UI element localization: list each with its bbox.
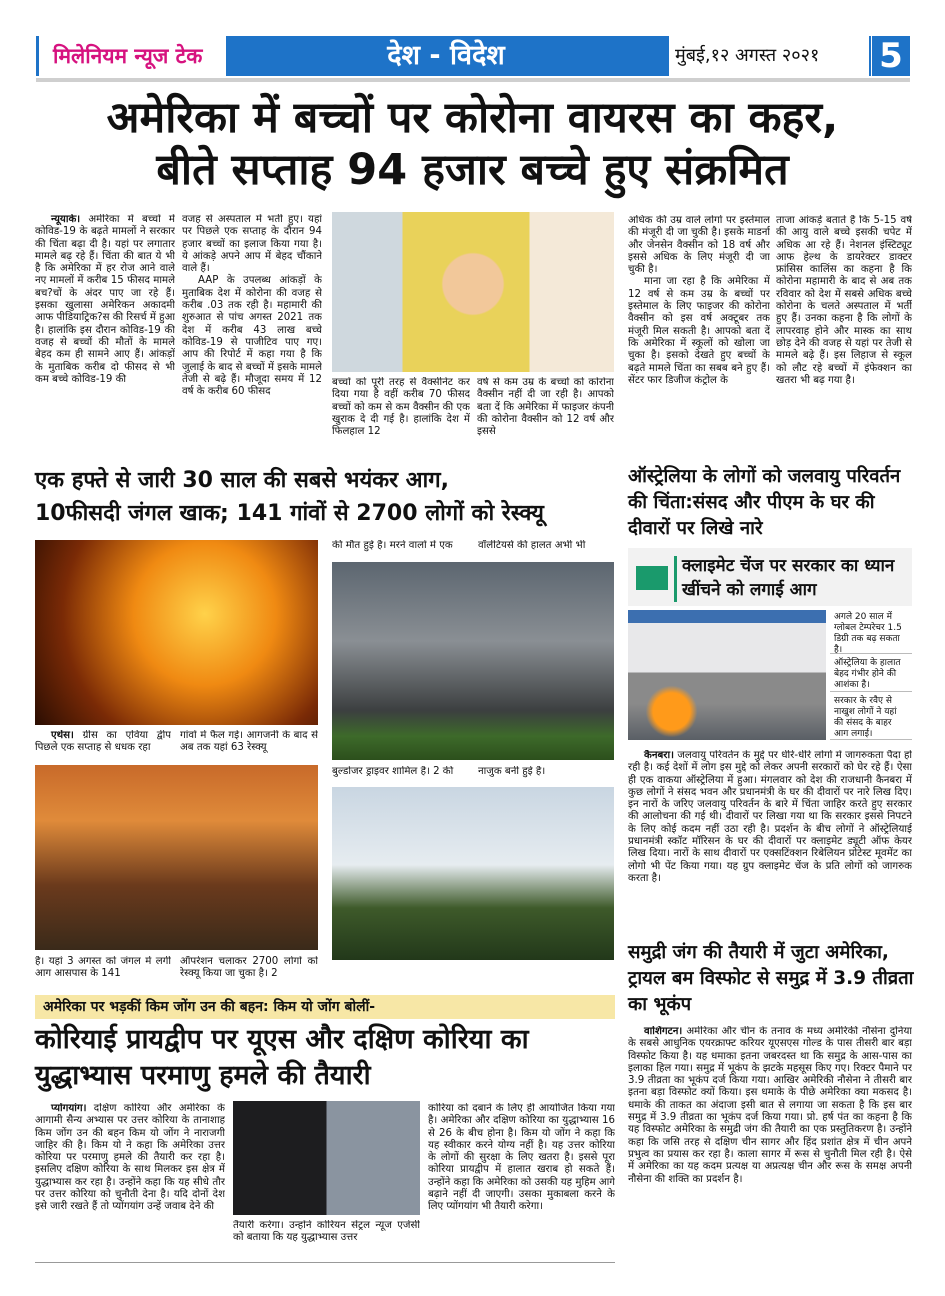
- fire-text-1: [35, 730, 171, 756]
- body-text: AAP के उपलब्ध आंकड़ों के मुताबिक देश में कोरोना की वजह से करीब .03 तक रही है। महामारी की शुरुआत से पांच अगस्त 2021 तक देश में करीब 43 लाख बच्चे कोविड-19 से पाजीटिव पाए गए। आप की रिपोर्ट में कहा गया है कि जुलाई के बाद से बच्चों में इसके मामले तेजी से बढ़े हैं। मौजूदा समय में 12 वर्ष के करीब 60 फीसद: [182, 275, 322, 398]
- body-text: अमेरिका में बच्चों में कोविड-19 के बढ़ते मामलों ने सरकार की चिंता बढ़ा दी है। यहां पर लगातार मामले बढ़ रहे हैं। चिंता की बात ये भी है कि अमेरिका में हर रोज आने वाले नए मामलों में करीब 15 फीसद मामले बच?चों के अंदर पाए जा रहे हैं। इसका खुलासा अमेरिकन अकादमी आफ पीडियाट्रिक?स की रिसर्च में हुआ है। हालांकि इस दौरान कोविड-19 की वजह से बच्चों की मौतों के मामले बेहद कम ही सामने आए हैं। आंकड़ों के मुताबिक करीब दो फीसद से भी कम बच्चे कोविड-19 की: [35, 214, 175, 385]
- body-text: दक्षिण कोरिया और अमेरिका के आगामी सैन्य अभ्यास पर उत्तर कोरिया के तानाशाह किम जोंग उन की बहन किम यो जोंग ने नाराजगी जाहिर की है। किम यो ने कहा कि अमेरिका उत्तर कोरिया पर परमाणु हमले की तैयारी कर रहा है। इसलिए दक्षिण कोरिया के साथ मिलकर इस क्षेत्र में युद्धाभ्यास कर रहा है। उन्होंने कहा कि यह सीधे तौर पर उत्तर कोरिया को चुनौती देना है। यदि दोनों देश इसे जारी रखते हैं तो प्योंगयांग उन्हें जवाब देने की: [35, 1103, 225, 1213]
- fire-text-3: है। यहां 3 अगस्त को जंगल में लगी आग आसपास के 141: [35, 956, 171, 980]
- body-text: वजह से अस्पताल में भर्ती हुए। यहां पर पिछले एक सप्ताह के दौरान 94 हजार बच्चों का इलाज किया गया है। ये आंकड़े अपने आप में बेहद चौंकाने वाले हैं।: [182, 214, 322, 275]
- header-divider: [36, 78, 910, 82]
- fire-text-4: ऑपरेशन चलाकर 2700 लोगों को रेस्क्यू किया जा चुका है। 2: [180, 956, 318, 980]
- story1-col2: [182, 214, 322, 454]
- climate-box-headline: क्लाइमेट चेंज पर सरकार का ध्यान खींचने को लगाई आग: [682, 556, 895, 600]
- fire-headline-line1: एक हफ्ते से जारी 30 साल की सबसे भयंकर आग,: [35, 468, 450, 493]
- accent-bar: [674, 556, 677, 602]
- korea-kicker: अमेरिका पर भड़कीं किम जोंग उन की बहन: किम यो जोंग बोलीं-: [35, 995, 615, 1019]
- fire-text-8: नाजुक बनी हुई है।: [478, 766, 546, 777]
- newspaper-logo: मिलेनियम न्यूज टेक: [36, 36, 226, 76]
- korea-col1: [35, 1103, 225, 1253]
- section-title: देश - विदेश: [226, 36, 666, 76]
- kim-jong-un-sister-photo: [233, 1101, 420, 1215]
- fire-headline: [35, 464, 620, 530]
- australia-headline: ऑस्ट्रेलिया के लोगों को जलवायु परिवर्तन की चिंता:संसद और पीएम के घर की दीवारों पर लिखे नारे: [628, 466, 901, 539]
- photo-caption-2: ऑस्ट्रेलिया के हालात बेहद गंभीर होने की आशंका है।: [830, 656, 912, 692]
- story1-col4: वर्ष से कम उम्र के बच्चों को कोरोना वैक्सीन नहीं दी जा रही है। आपको बता दें कि अमेरिका में फाइजर कंपनी की कोरोना वैक्सीन को 12 वर्ष और इससे: [477, 377, 614, 438]
- story1-col1: [35, 214, 175, 454]
- australia-body: [628, 750, 912, 930]
- story1-col5: [628, 215, 770, 455]
- photo-caption-3: सरकार के रवैए से नाखुश लोगों ने यहां की संसद के बाहर आग लगाई।: [830, 694, 912, 740]
- main-headline-line1: अमेरिका में बच्चों पर कोरोना वायरस का कहर,: [106, 93, 839, 143]
- dateline: वाशिंगटन।: [644, 1026, 683, 1037]
- korea-headline: कोरियाई प्रायद्वीप पर यूएस और दक्षिण कोरिया का युद्धाभ्यास परमाणु हमले की तैयारी: [35, 1024, 529, 1091]
- fire-text-6: वॉलेंटियर्स की हालत अभी भी: [478, 540, 586, 551]
- child-vaccination-photo: [332, 212, 614, 372]
- fire-headline-line2: 10फीसदी जंगल खाक; 141 गांवों से 2700 लोगों को रेस्क्यू: [35, 501, 544, 526]
- dateline: कैनबरा।: [644, 750, 674, 761]
- fire-text-5: की मौत हुई है। मरने वालों में एक: [332, 540, 453, 551]
- main-headline: [30, 92, 915, 196]
- firefighting-aircraft-photo: [332, 787, 614, 960]
- dateline: प्योंगयांग।: [51, 1103, 87, 1114]
- dateline: एथेंस।: [51, 730, 74, 741]
- page-number: 5: [868, 36, 910, 76]
- body-text: अधिक की उम्र वाले लोगों पर इस्तेमाल की मंजूरी दी जा चुकी है। इसके माडर्ना और जेनसेन वैक्सीन को 18 वर्ष और इससे अधिक के लिए मंजूरी दी जा चुकी है।: [628, 215, 770, 276]
- firefighters-photo: [35, 765, 318, 950]
- body-text: माना जा रहा है कि अमेरिका में 12 वर्ष से कम उम्र के बच्चों पर इस्तेमाल के लिए फाइजर की कोरोना वैक्सीन को इस वर्ष अक्टूबर तक मंजूरी मिल सकती है। आपको बता दें कि अमेरिका में स्कूलों को खोला जा चुका है। इसको देखते हुए बच्चों के बढ़ते मामले चिंता का सबब बने हुए हैं। सेंटर फार डिजीज कंट्रोल के: [628, 276, 770, 386]
- photo-caption-1: अगले 20 साल में ग्लोबल टेम्परेचर 1.5 डिग्री तक बढ़ सकता है।: [830, 610, 912, 654]
- fire-text-7: बुल्डोजर ड्राइवर शामिल है। 2 की: [332, 766, 454, 777]
- korea-col2: तैयारी करेगा। उन्होंने कोरियन सेंट्रल न्यूज एजेंसी को बताया कि यह युद्धाभ्यास उत्तर: [233, 1220, 420, 1244]
- green-square-icon: [636, 566, 668, 590]
- story1-col3: बच्चों को पूरी तरह से वैक्सीनेट कर दिया गया है वहीं करीब 70 फीसद बच्चों को कम से कम वैक्सीन की एक खुराक दे दी गई है। हालांकि देश में फिलहाल 12: [332, 377, 470, 438]
- body-text: जलवायु परिवर्तन के मुद्दे पर धीरे-धीरे लोगों में जागरुकता पैदा हो रही है। कई देशों में लोग इस मुद्दे को लेकर अपनी सरकारों को घेर रहे हैं। ऐसा ही एक वाकया ऑस्ट्रेलिया में हुआ। मंगलवार को देश की राजधानी कैनबरा में कुछ लोगों ने संसद भवन और प्रधानमंत्री के घर की दीवारों पर नारे लिख दिए। इन नारों के जरिए जलवायु परिवर्तन के बारे में चिंता जाहिर करते हुए सरकार की आलोचना की गई थी। दीवारों पर लिखा गया था कि सरकार इससे निपटने के लिए कोई कदम नहीं उठा रही है। प्रदर्शन के बीच लोगों ने ऑस्ट्रेलियाई प्रधानमंत्री स्कॉट मॉरिसन के घर की दीवारों पर क्लाइमेट ड्यूटी ऑफ केयर लिख दिया। नारों के साथ दीवारों पर एक्सटिंक्शन रिबेलियन प्रोटेस्ट मूवमेंट का लोगो भी पेंट किया गया। यह ग्रुप क्लाइमेट चेंज के प्रति लोगों को जागरुक करता है।: [628, 750, 912, 884]
- issue-date: मुंबई,१२ अगस्त २०२१: [666, 36, 866, 76]
- firefighter-silhouette-photo: [35, 540, 318, 725]
- parliament-fire-protest-photo: [628, 610, 826, 740]
- sea-body: [628, 1026, 912, 1256]
- bottom-rule: [35, 1262, 615, 1263]
- korea-col3: कोरिया को दबाने के लिए ही आयोजित किया गया है। अमेरिका और दक्षिण कोरिया का युद्धाभ्यास 16 से 26 के बीच होना है। किम यो जोंग ने कहा कि यह स्वीकार करने योग्य नहीं है। यह उत्तर कोरिया के लोगों की सुरक्षा के लिए खतरा है। इससे पूरा कोरिया प्रायद्वीप में हालात खराब हो सकते हैं। उन्होंने कहा कि अमेरिका को उसकी यह मुहिम आगे बढ़ाने नहीं दी जाएगी। उसका मुकाबला करने के लिए प्योंगयांग भी तैयारी करेगा।: [428, 1103, 615, 1213]
- sea-headline: समुद्री जंग की तैयारी में जुटा अमेरिका, ट्रायल बम विस्फोट से समुद्र में 3.9 तीव्रता का भूकंप: [628, 942, 914, 1015]
- main-headline-line2: बीते सप्ताह 94 हजार बच्चे हुए संक्रमित: [156, 145, 789, 195]
- story1-col6: ताजा आंकड़े बताते हैं कि 5-15 वर्ष की आयु वाले बच्चे इसकी चपेट में अधिक आ रहे हैं। नेशनल इंस्टिट्यूट आफ हेल्थ के डायरेक्टर डाक्टर फ्रांसिस कालिंस का कहना है कि कोरोना महामारी के बाद से अब तक रविवार को देश में सबसे अधिक बच्चे कोरोना के चलते अस्पताल में भर्ती हुए हैं। उनका कहना है कि लोगों के लापरवाह होने और मास्क का साथ छोड़ देने की वजह से यहां पर तेजी से मामले बढ़े हैं। इस लिहाज से स्कूल को लौट रहे बच्चों में इंफेक्शन का खतरा भी बढ़ गया है।: [776, 215, 912, 386]
- body-text: अमेरिका और चीन के तनाव के मध्य अमेरिकी नौसेना दुनिया के सबसे आधुनिक एयरक्राफ्ट करियर यूएसएस गोल्ड के पास तीसरी बार बड़ा विस्फोट किया है। यह धमाका इतना जबरदस्त था कि समुद्र के आस-पास का इलाका हिल गया। समुद्र में भूकंप के झटके महसूस किए गए। रिक्टर पैमाने पर 3.9 तीव्रता का भूकंप दर्ज किया गया। आखिर अमेरिकी नौसेना ने तीसरी बार इतना बड़ा विस्फोट क्यों किया। इस धमाके के पीछे अमेरिका क्या मकसद है। धमाके की ताकत का अंदाजा इसी बात से लगाया जा सकता है कि इस बार समुद्र में 3.9 तीव्रता का भूकंप दर्ज किया गया। प्रो. हर्ष पंत का कहना है कि यह विस्फोट अमेरिका के समुद्री जंग की तैयारी का एक प्रस्तुतिकरण है। उन्होंने कहा कि जसि तरह से दक्षिण चीन सागर और हिंद प्रशांत क्षेत्र में चीन अपने प्रभुत्व का प्रयास कर रहा है। काला सागर में रूस से चुनौती मिल रही है। ऐसे में अमेरिका का यह कदम प्रत्यक्ष या अप्रत्यक्ष चीन और रूस के समक्ष अपनी नौसेना की शक्ति का प्रदर्शन है।: [628, 1026, 912, 1185]
- climate-box-header: [628, 548, 912, 606]
- body-text: ग्रीस का एविया द्वीप पिछले एक सप्ताह से धधक रहा: [35, 730, 171, 754]
- dateline: न्यूयार्क।: [51, 214, 81, 225]
- wildfire-smoke-helicopter-photo: [332, 562, 614, 760]
- fire-text-2: गांवों में फैल गई। आगजनी के बाद से अब तक यहां 63 रेस्क्यू: [180, 730, 318, 754]
